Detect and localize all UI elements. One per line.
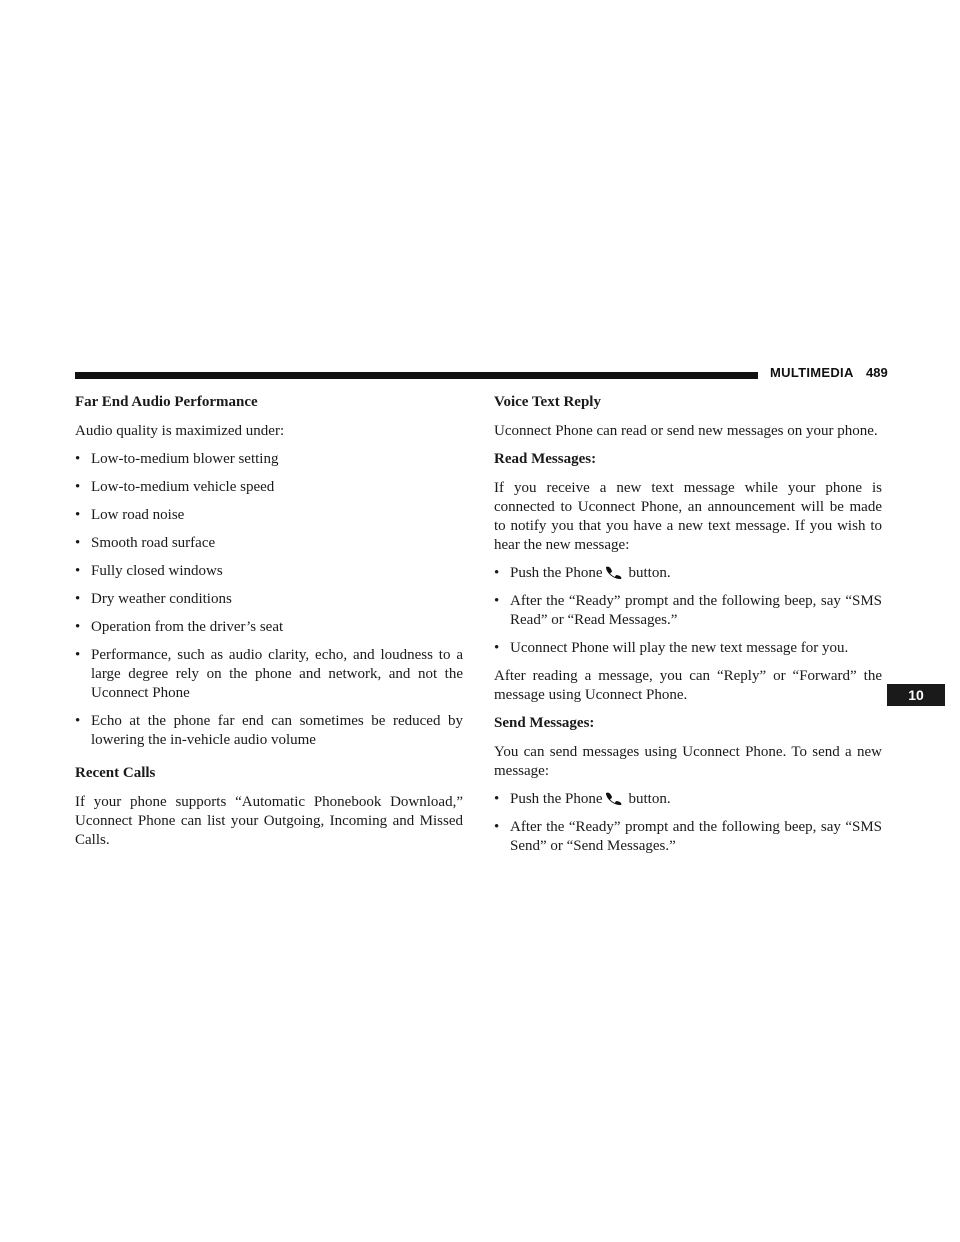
heading-recent-calls: Recent Calls <box>75 765 156 781</box>
list-item: • Fully closed windows <box>75 563 223 579</box>
list-item: • Performance, such as audio clarity, echo, and loudness to a large degree rely on the phone and network, and not the Uconnect Phone <box>75 647 463 701</box>
voice-text-intro: Uconnect Phone can read or send new messages on your phone. <box>494 423 878 439</box>
bullet-dot: • <box>494 565 500 581</box>
list-item: • Push the Phone button. <box>494 791 671 807</box>
bullet-dot: • <box>75 713 81 729</box>
right-column <box>494 393 882 865</box>
list-item: • Uconnect Phone will play the new text message for you. <box>494 640 849 656</box>
phone-icon <box>603 565 629 579</box>
header-rule <box>75 372 758 379</box>
list-item: • Operation from the driver’s seat <box>75 619 284 635</box>
bullet-dot: • <box>75 591 81 607</box>
list-item: • Dry weather conditions <box>75 591 232 607</box>
bullet-dot: • <box>75 507 81 523</box>
list-item: • Echo at the phone far end can sometimes be reduced by lowering the in-vehicle audio volume <box>75 713 463 748</box>
send-messages-text: You can send messages using Uconnect Phone. To send a new message: <box>494 744 882 779</box>
bullet-dot: • <box>75 479 81 495</box>
bullet-dot: • <box>75 535 81 551</box>
send-steps-list <box>494 790 882 856</box>
bullet-dot: • <box>75 563 81 579</box>
audio-conditions-list <box>75 450 463 750</box>
heading-far-end-audio: Far End Audio Performance <box>75 394 258 410</box>
after-reading-text: After reading a message, you can “Reply” or “Forward” the message using Uconnect Phone. <box>494 668 882 703</box>
recent-calls-text: If your phone supports “Automatic Phonebook Download,” Uconnect Phone can list your Outgoing, Incoming and Missed Calls. <box>75 794 463 848</box>
heading-read-messages: Read Messages: <box>494 451 597 467</box>
list-item: • Low-to-medium blower setting <box>75 451 279 467</box>
bullet-dot: • <box>75 619 81 635</box>
list-item: • Push the Phone button. <box>494 565 671 581</box>
page-number: 489 <box>866 365 888 380</box>
bullet-dot: • <box>494 791 500 807</box>
bullet-dot: • <box>494 819 500 835</box>
bullet-dot: • <box>75 647 81 663</box>
bullet-dot: • <box>494 593 500 609</box>
list-item: • Low road noise <box>75 507 185 523</box>
list-item: • Smooth road surface <box>75 535 216 551</box>
audio-quality-intro: Audio quality is maximized under: <box>75 423 285 439</box>
bullet-dot: • <box>75 451 81 467</box>
bullet-dot: • <box>494 640 500 656</box>
read-steps-list <box>494 564 882 658</box>
list-item: • After the “Ready” prompt and the following beep, say “SMS Read” or “Read Messages.” <box>494 593 882 628</box>
list-item: • After the “Ready” prompt and the following beep, say “SMS Send” or “Send Messages.” <box>494 819 882 854</box>
phone-icon <box>603 791 629 805</box>
heading-voice-text-reply: Voice Text Reply <box>494 394 601 410</box>
left-column <box>75 393 463 859</box>
list-item: • Low-to-medium vehicle speed <box>75 479 275 495</box>
read-messages-text: If you receive a new text message while your phone is connected to Uconnect Phone, an announcement will be made to notify you that you have a new text message. If you wish to hear the new message: <box>494 480 882 553</box>
chapter-tab: 10 <box>887 684 945 706</box>
heading-send-messages: Send Messages: <box>494 715 595 731</box>
section-title: MULTIMEDIA <box>770 365 854 380</box>
